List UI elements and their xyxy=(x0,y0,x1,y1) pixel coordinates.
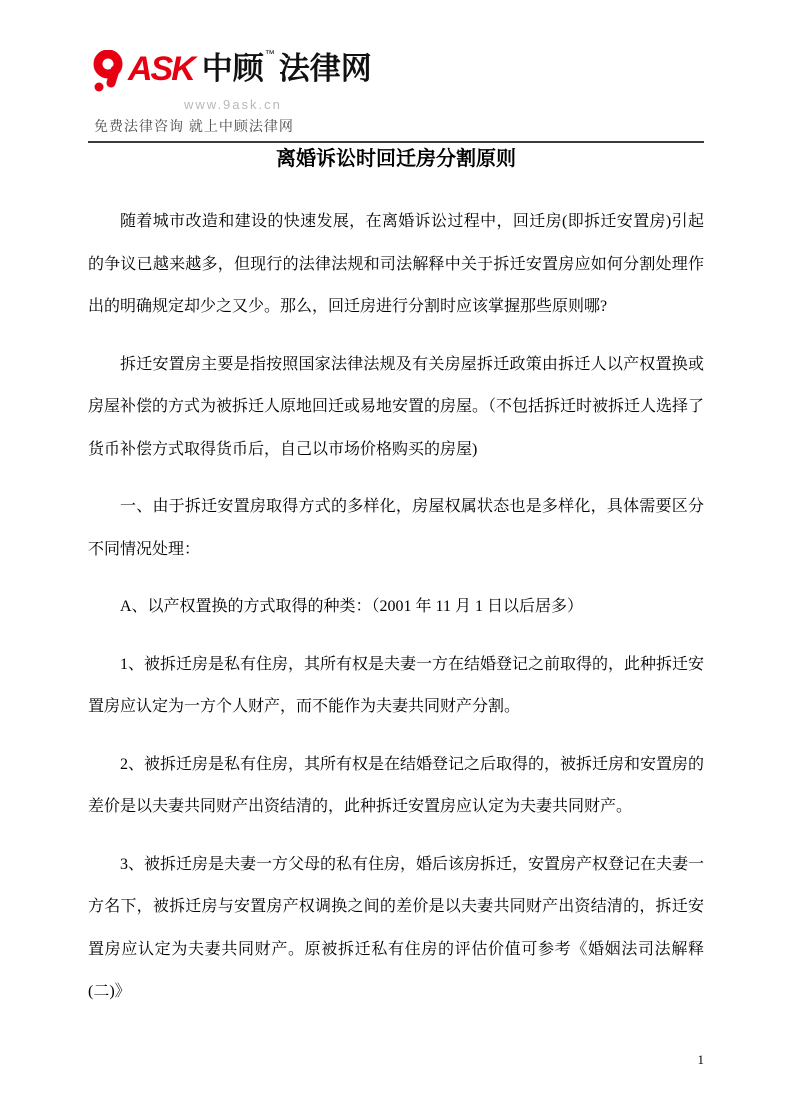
logo xyxy=(88,50,704,96)
logo-tagline: 免费法律咨询 就上中顾法律网 xyxy=(94,118,294,134)
document-body xyxy=(88,142,704,1029)
paragraph: 1、被拆迁房是私有住房，其所有权是夫妻一方在结婚登记之前取得的，此种拆迁安置房应认定为一方个人财产，而不能作为夫妻共同财产分割。 xyxy=(88,655,705,715)
paragraph: 一、由于拆迁安置房取得方式的多样化，房屋权属状态也是多样化，具体需要区分不同情况处理： xyxy=(88,498,704,558)
logo-url: www.9ask.cn xyxy=(184,97,282,112)
page-number: 1 xyxy=(697,1052,704,1067)
logo-ask-text: ASK xyxy=(128,50,194,88)
logo-falvwang-text: 法律网 xyxy=(278,51,372,86)
9ask-question-mark-icon xyxy=(88,50,126,96)
paragraph: 3、被拆迁房是夫妻一方父母的私有住房，婚后该房拆迁，安置房产权登记在夫妻一方名下，被拆迁房与安置房产权调换之间的差价是以夫妻共同财产出资结清的，拆迁安置房应认定为夫妻共同财产。原被拆迁私有住房的评估价值可参考《婚姻法司法解释(二)》 xyxy=(88,855,705,1000)
trademark-symbol: ™ xyxy=(264,49,275,60)
page-title: 离婚诉讼时回迁房分割原则 xyxy=(276,148,516,170)
paragraph: 随着城市改造和建设的快速发展，在离婚诉讼过程中，回迁房(即拆迁安置房)引起的争议已越来越多，但现行的法律法规和司法解释中关于拆迁安置房应如何分割处理作出的明确规定却少之又少。那么，回迁房进行分割时应该掌握那些原则哪? xyxy=(88,213,704,315)
site-header xyxy=(88,50,704,143)
paragraph: A、以产权置换的方式取得的种类：（2001 年 11 月 1 日以后居多） xyxy=(120,598,583,615)
paragraph: 2、被拆迁房是私有住房，其所有权是在结婚登记之后取得的，被拆迁房和安置房的差价是以夫妻共同财产出资结清的，此种拆迁安置房应认定为夫妻共同财产。 xyxy=(88,755,705,815)
paragraph-list xyxy=(88,201,704,1014)
logo-zhonggu-text: 中顾 xyxy=(201,51,264,86)
paragraph: 拆迁安置房主要是指按照国家法律法规及有关房屋拆迁政策由拆迁人以产权置换或房屋补偿的方式为被拆迁人原地回迁或易地安置的房屋。（不包括拆迁时被拆迁人选择了货币补偿方式取得货币后，自己以市场价格购买的房屋) xyxy=(88,355,705,458)
